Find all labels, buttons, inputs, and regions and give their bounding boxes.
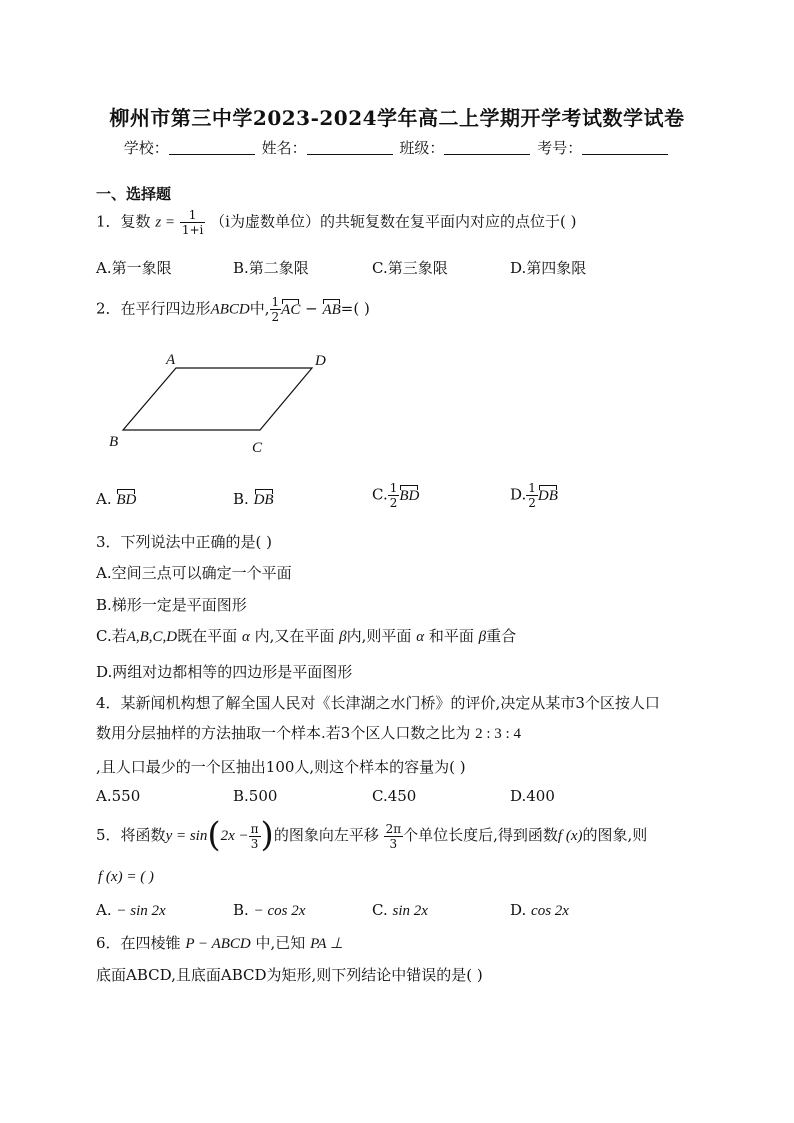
q3-c-mid2: 内,又在平面 bbox=[254, 627, 335, 645]
q4-line2: 数用分层抽样的方法抽取一个样本.若3个区人口数之比为 bbox=[96, 724, 471, 742]
q3-option-d[interactable]: D.两组对边都相等的四边形是平面图形 bbox=[96, 663, 353, 681]
q5-d-expr: cos 2x bbox=[531, 903, 569, 919]
q5-y: y = sin bbox=[165, 828, 208, 844]
q2-fraction bbox=[270, 295, 282, 324]
q5-mid: 的图象向左平移 bbox=[273, 826, 379, 844]
school-blank[interactable] bbox=[169, 140, 255, 155]
q5-left-paren: ( bbox=[207, 815, 221, 855]
q2-option-b[interactable] bbox=[233, 490, 274, 509]
q1-frac-num: 1 bbox=[180, 208, 206, 223]
q2-c-den: 2 bbox=[389, 496, 398, 510]
q5-option-c[interactable] bbox=[372, 901, 428, 920]
q1-option-c[interactable]: C.第三象限 bbox=[372, 259, 448, 277]
question-6 bbox=[96, 932, 343, 953]
q2-d-den: 2 bbox=[528, 496, 536, 510]
school-label: 学校： bbox=[123, 139, 169, 157]
q2-option-c[interactable] bbox=[372, 481, 419, 510]
vertex-label-a: A bbox=[166, 352, 176, 368]
q5-fx: f (x) bbox=[557, 828, 583, 844]
parallelogram-shape bbox=[123, 368, 312, 430]
q5-right-paren: ) bbox=[260, 815, 274, 855]
q3-c-mid3: 内,则平面 bbox=[346, 627, 412, 645]
q2-pre: 在平行四边形 bbox=[120, 299, 211, 318]
vertex-label-b: B bbox=[109, 434, 119, 450]
q4-line3: ,且人口最少的一个区抽出100人,则这个样本的容量为( ) bbox=[96, 758, 466, 776]
q5-option-a[interactable] bbox=[96, 901, 166, 920]
q2-d-vector: DB bbox=[537, 487, 558, 504]
q6-pyramid: P − ABCD bbox=[185, 936, 251, 952]
q4-option-d[interactable]: D.400 bbox=[510, 787, 555, 805]
q3-c-alpha: α bbox=[241, 629, 250, 645]
q1-option-a[interactable]: A.第一象限 bbox=[96, 259, 172, 277]
q2-mid: 中, bbox=[249, 299, 270, 318]
q2-shape: ABCD bbox=[210, 301, 250, 318]
vertex-label-d: D bbox=[315, 353, 326, 369]
q5-pi-num: π bbox=[250, 821, 259, 836]
q5-b-label: B. bbox=[233, 901, 249, 919]
q1-post: （i为虚数单位）的共轭复数在复平面内对应的点位于( ) bbox=[210, 212, 577, 231]
q3-c-alpha2: α bbox=[416, 629, 425, 645]
q3-option-a[interactable]: A.空间三点可以确定一个平面 bbox=[96, 564, 292, 582]
q3-c-mid1: 既在平面 bbox=[177, 627, 238, 645]
q5-number: 5． bbox=[96, 826, 121, 844]
q5-shift-den: 3 bbox=[389, 836, 398, 851]
section-heading: 一、选择题 bbox=[96, 185, 172, 203]
q5-d-label: D. bbox=[510, 901, 527, 919]
q2-number: 2． bbox=[96, 299, 121, 318]
q3-number: 3． bbox=[96, 533, 121, 551]
q2-vector-ac: AC bbox=[281, 301, 301, 318]
q3-c-beta: β bbox=[339, 629, 347, 645]
q5-b-expr: − cos 2x bbox=[253, 903, 306, 919]
question-5 bbox=[96, 815, 648, 855]
q2-c-fraction bbox=[388, 481, 400, 510]
q2-post: =( ) bbox=[340, 299, 370, 318]
q5-option-b[interactable] bbox=[233, 901, 305, 920]
q5-post: 个单位长度后,得到函数 bbox=[403, 826, 558, 844]
q6-pre: 在四棱锥 bbox=[120, 934, 181, 952]
q3-c-pre: C.若 bbox=[96, 627, 127, 645]
q1-option-d[interactable]: D.第四象限 bbox=[510, 259, 587, 277]
q2-minus: − bbox=[305, 299, 318, 318]
q1-pre: 复数 bbox=[120, 212, 151, 231]
q4-line1: 某新闻机构想了解全国人民对《长津湖之水门桥》的评价,决定从某市3个区按人口 bbox=[120, 694, 660, 712]
q6-mid: 中,已知 bbox=[255, 934, 306, 952]
question-4-line-1 bbox=[96, 692, 660, 713]
q4-option-b[interactable]: B.500 bbox=[233, 787, 278, 805]
q2-d-num: 1 bbox=[528, 481, 536, 495]
q5-shift-num: 2π bbox=[385, 821, 402, 836]
page-title: 柳州市第三中学2023-2024学年高二上学期开学考试数学试卷 bbox=[109, 106, 685, 130]
q2-c-vector: BD bbox=[399, 487, 420, 504]
question-1 bbox=[96, 208, 576, 237]
student-info-line bbox=[0, 137, 794, 158]
number-blank[interactable] bbox=[582, 140, 668, 155]
q3-c-beta2: β bbox=[478, 629, 487, 645]
q2-vector-ab: AB bbox=[322, 301, 341, 318]
class-label: 班级： bbox=[399, 139, 445, 157]
name-label: 姓名： bbox=[261, 139, 307, 157]
q2-option-d[interactable] bbox=[510, 481, 558, 510]
q5-pi-fraction bbox=[249, 822, 261, 851]
q3-text: 下列说法中正确的是( ) bbox=[120, 533, 273, 551]
name-blank[interactable] bbox=[307, 140, 393, 155]
number-label: 考号： bbox=[537, 139, 583, 157]
q5-pre: 将函数 bbox=[120, 826, 166, 844]
q2-d-fraction bbox=[526, 481, 538, 510]
q3-c-post: 重合 bbox=[486, 627, 517, 645]
q2-c-label: C. bbox=[372, 485, 388, 504]
q3-option-c[interactable] bbox=[96, 625, 516, 646]
q5-line2: f (x) = ( ) bbox=[98, 869, 154, 885]
q2-a-label: A. bbox=[96, 490, 112, 508]
q4-option-c[interactable]: C.450 bbox=[372, 787, 417, 805]
parallelogram-figure bbox=[100, 345, 340, 460]
class-blank[interactable] bbox=[444, 140, 530, 155]
q5-shift-fraction bbox=[384, 822, 404, 851]
q2-frac-den: 2 bbox=[271, 310, 280, 324]
q1-fraction bbox=[180, 208, 206, 237]
q3-option-b[interactable]: B.梯形一定是平面图形 bbox=[96, 596, 247, 614]
q2-option-a[interactable] bbox=[96, 490, 136, 509]
q4-number: 4． bbox=[96, 694, 121, 712]
q1-option-b[interactable]: B.第二象限 bbox=[233, 259, 309, 277]
q2-b-label: B. bbox=[233, 490, 249, 508]
q5-option-d[interactable] bbox=[510, 901, 569, 920]
q2-frac-num: 1 bbox=[271, 295, 280, 309]
q5-c-label: C. bbox=[372, 901, 388, 919]
q6-number: 6． bbox=[96, 934, 121, 952]
q2-b-vector: DB bbox=[253, 492, 274, 508]
q5-post2: 的图象,则 bbox=[582, 826, 648, 844]
question-3 bbox=[96, 531, 272, 552]
q4-ratio: 2 : 3 : 4 bbox=[475, 726, 521, 742]
q2-d-label: D. bbox=[510, 485, 527, 504]
q1-var: z = bbox=[155, 214, 176, 231]
q1-frac-den: 1+i bbox=[181, 223, 204, 237]
q5-a-expr: − sin 2x bbox=[116, 903, 166, 919]
q5-a-label: A. bbox=[96, 901, 112, 919]
q5-pi-den: 3 bbox=[250, 836, 259, 851]
question-2 bbox=[96, 295, 370, 324]
q6-pa: PA ⊥ bbox=[310, 936, 344, 952]
q3-c-points: A,B,C,D bbox=[126, 629, 178, 645]
q5-c-expr: sin 2x bbox=[392, 903, 428, 919]
q5-inner: 2x − bbox=[220, 828, 249, 844]
vertex-label-c: C bbox=[252, 440, 263, 456]
question-4-line-2 bbox=[96, 722, 521, 743]
q2-c-num: 1 bbox=[389, 481, 398, 495]
q1-number: 1． bbox=[96, 212, 121, 231]
q6-line2: 底面ABCD,且底面ABCD为矩形,则下列结论中错误的是( ) bbox=[96, 966, 483, 984]
q3-c-mid4: 和平面 bbox=[428, 627, 474, 645]
q2-a-vector: BD bbox=[116, 492, 137, 508]
q4-option-a[interactable]: A.550 bbox=[96, 787, 141, 805]
